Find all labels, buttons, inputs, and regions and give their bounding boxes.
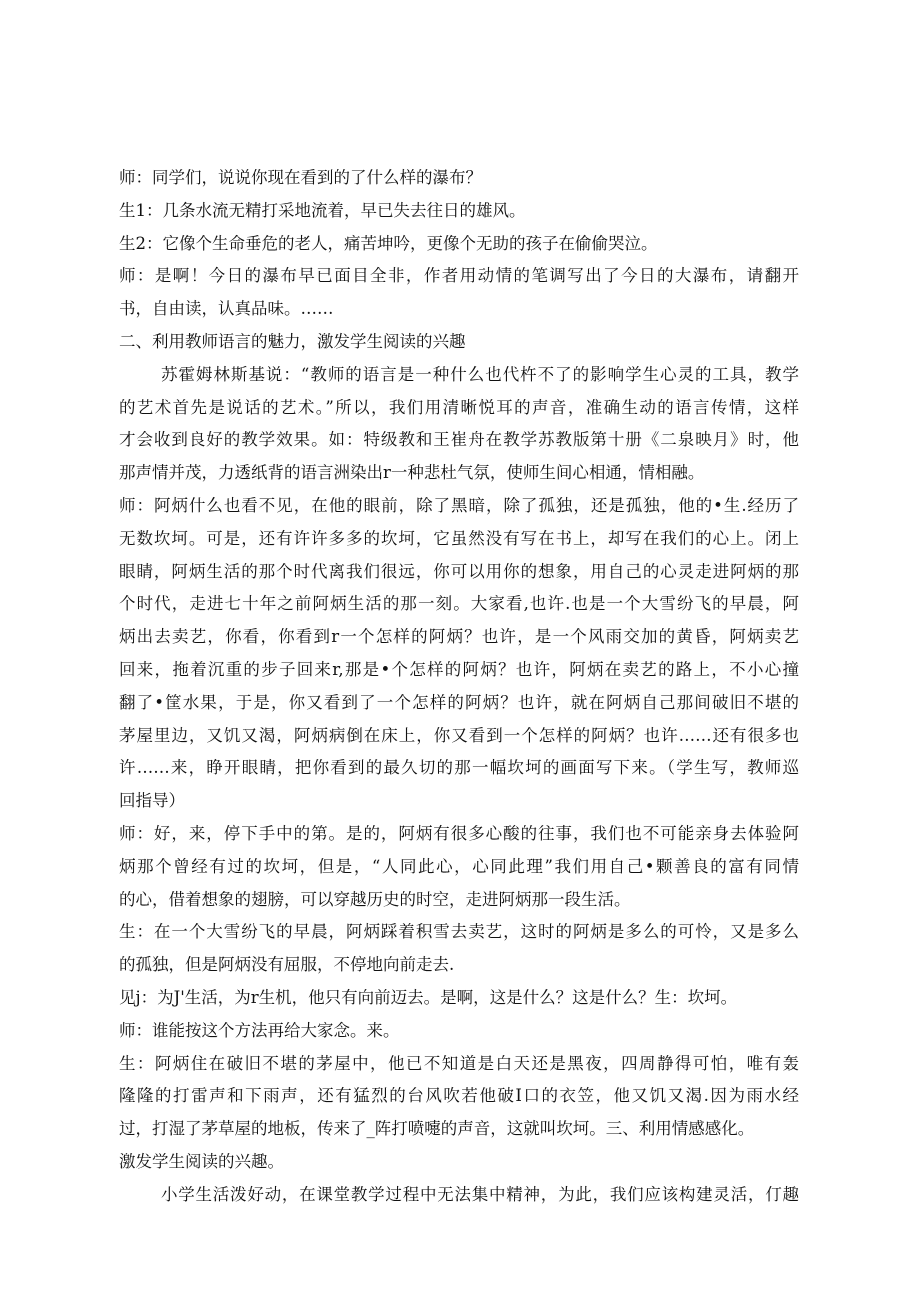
text-line: 生：在一个大雪纷飞的早晨，阿炳踩着积雪去卖艺，这时的阿炳是多么的可怜，又是多么 bbox=[119, 922, 799, 942]
document-page bbox=[119, 162, 799, 1212]
text-line: 许……来，睁开眼睛，把你看到的最久切的那一幅坎坷的画面写下来。（学生写，教师巡 bbox=[119, 758, 799, 778]
text-line: 书，自由读，认真品味。…… bbox=[119, 299, 334, 319]
text-line: 过，打湿了茅草屋的地板，传来了_阵打喷嚏的声音，这就叫坎坷。三、利用情感感化。 bbox=[119, 1119, 755, 1139]
text-line: 师：阿炳什么也看不见，在他的眼前，除了黑暗，除了孤独，还是孤独，他的•生.经历了 bbox=[119, 495, 799, 515]
text-line: 的孤独，但是阿炳没有屈服，不停地向前走去. bbox=[119, 955, 455, 975]
text-line: 师：是啊！今日的瀑布早已面目全非，作者用动情的笔调写出了今日的大瀑布，请翻开 bbox=[119, 266, 799, 286]
text-line: 师：好，来，停下手中的第。是的，阿炳有很多心酸的往事，我们也不可能亲身去体验阿 bbox=[119, 823, 799, 843]
text-line: 生2：它像个生命垂危的老人，痛苦坤吟，更像个无助的孩子在偷偷哭泣。 bbox=[119, 233, 658, 253]
text-line: 无数坎坷。可是，还有许许多多的坎坷，它虽然没有写在书上，却写在我们的心上。闭上 bbox=[119, 528, 799, 548]
text-line: 小学生活泼好动，在课堂教学过程中无法集中精神，为此，我们应该构建灵活，仃趣 bbox=[161, 1184, 799, 1204]
text-line: 炳出去卖艺，你看，你看到r一个怎样的阿炳？也许，是一个风雨交加的黄昏，阿炳卖艺 bbox=[119, 627, 799, 647]
text-line: 师：谁能按这个方法再给大家念。来。 bbox=[119, 1020, 400, 1040]
text-line: 的心，借着想象的翅膀，可以穿越历史的时空，走进阿炳那一段生活。 bbox=[119, 889, 631, 909]
text-line: 茅屋里边，又饥又渴，阿炳病倒在床上，你又看到一个怎样的阿炳？也许……还有很多也 bbox=[119, 725, 799, 745]
text-line: 生1：几条水流无精打采地流着，早已失去往日的雄风。 bbox=[119, 200, 526, 220]
text-line: 的艺术首先是说话的艺术。”所以，我们用清晰悦耳的声音，准确生动的语言传情，这样 bbox=[119, 397, 799, 417]
text-line: 那声情并茂，力透纸背的语言洲染出r一种悲杜气氛，使师生间心相通，情相融。 bbox=[119, 463, 705, 483]
text-line: 回指导） bbox=[119, 791, 185, 811]
text-line: 师：同学们，说说你现在看到的了什么样的瀑布？ bbox=[119, 168, 482, 187]
text-line: 眼睛，阿炳生活的那个时代离我们很远，你可以用你的想象，用自己的心灵走进阿炳的那 bbox=[119, 561, 799, 581]
text-line: 二、利用教师语言的魅力，激发学生阅读的兴趣 bbox=[119, 331, 466, 351]
text-line: 回来，拖着沉重的步子回来r,那是•个怎样的阿炳？也许，阿炳在卖艺的路上，不小心撞 bbox=[119, 659, 799, 679]
text-line: 翻了•筐水果，于是，你又看到了一个怎样的阿炳？也许，就在阿炳自己那间破旧不堪的 bbox=[119, 692, 799, 712]
text-line: 隆隆的打雷声和下雨声，还有猛烈的台风吹若他破I口的衣笠，他又饥又渴.因为雨水经 bbox=[119, 1086, 799, 1106]
text-line: 个时代，走进七十年之前阿炳生活的那一刻。大家看,也许.也是一个大雪纷飞的早晨，阿 bbox=[119, 594, 799, 614]
text-line: 激发学生阅读的兴趣。 bbox=[119, 1151, 284, 1171]
text-line: 苏霍姆林斯基说：“教师的语言是一种什么也代杵不了的影响学生心灵的工具，教学 bbox=[161, 364, 799, 384]
text-line: 才会收到良好的教学效果。如：特级教和王崔舟在教学苏教版第十册《二泉映月》时，他 bbox=[119, 430, 799, 450]
text-line: 生：阿炳住在破旧不堪的茅屋中，他已不知道是白天还是黑夜，四周静得可怕，唯有轰 bbox=[119, 1053, 799, 1073]
text-line: 炳那个曾经有过的坎坷，但是，“人同此心，心同此理”我们用自己•颗善良的富有同情 bbox=[119, 856, 799, 876]
text-line: 见j：为J'生活，为r生机，他只有向前迈去。是啊，这是什么？这是什么？生：坎坷。 bbox=[119, 987, 738, 1007]
